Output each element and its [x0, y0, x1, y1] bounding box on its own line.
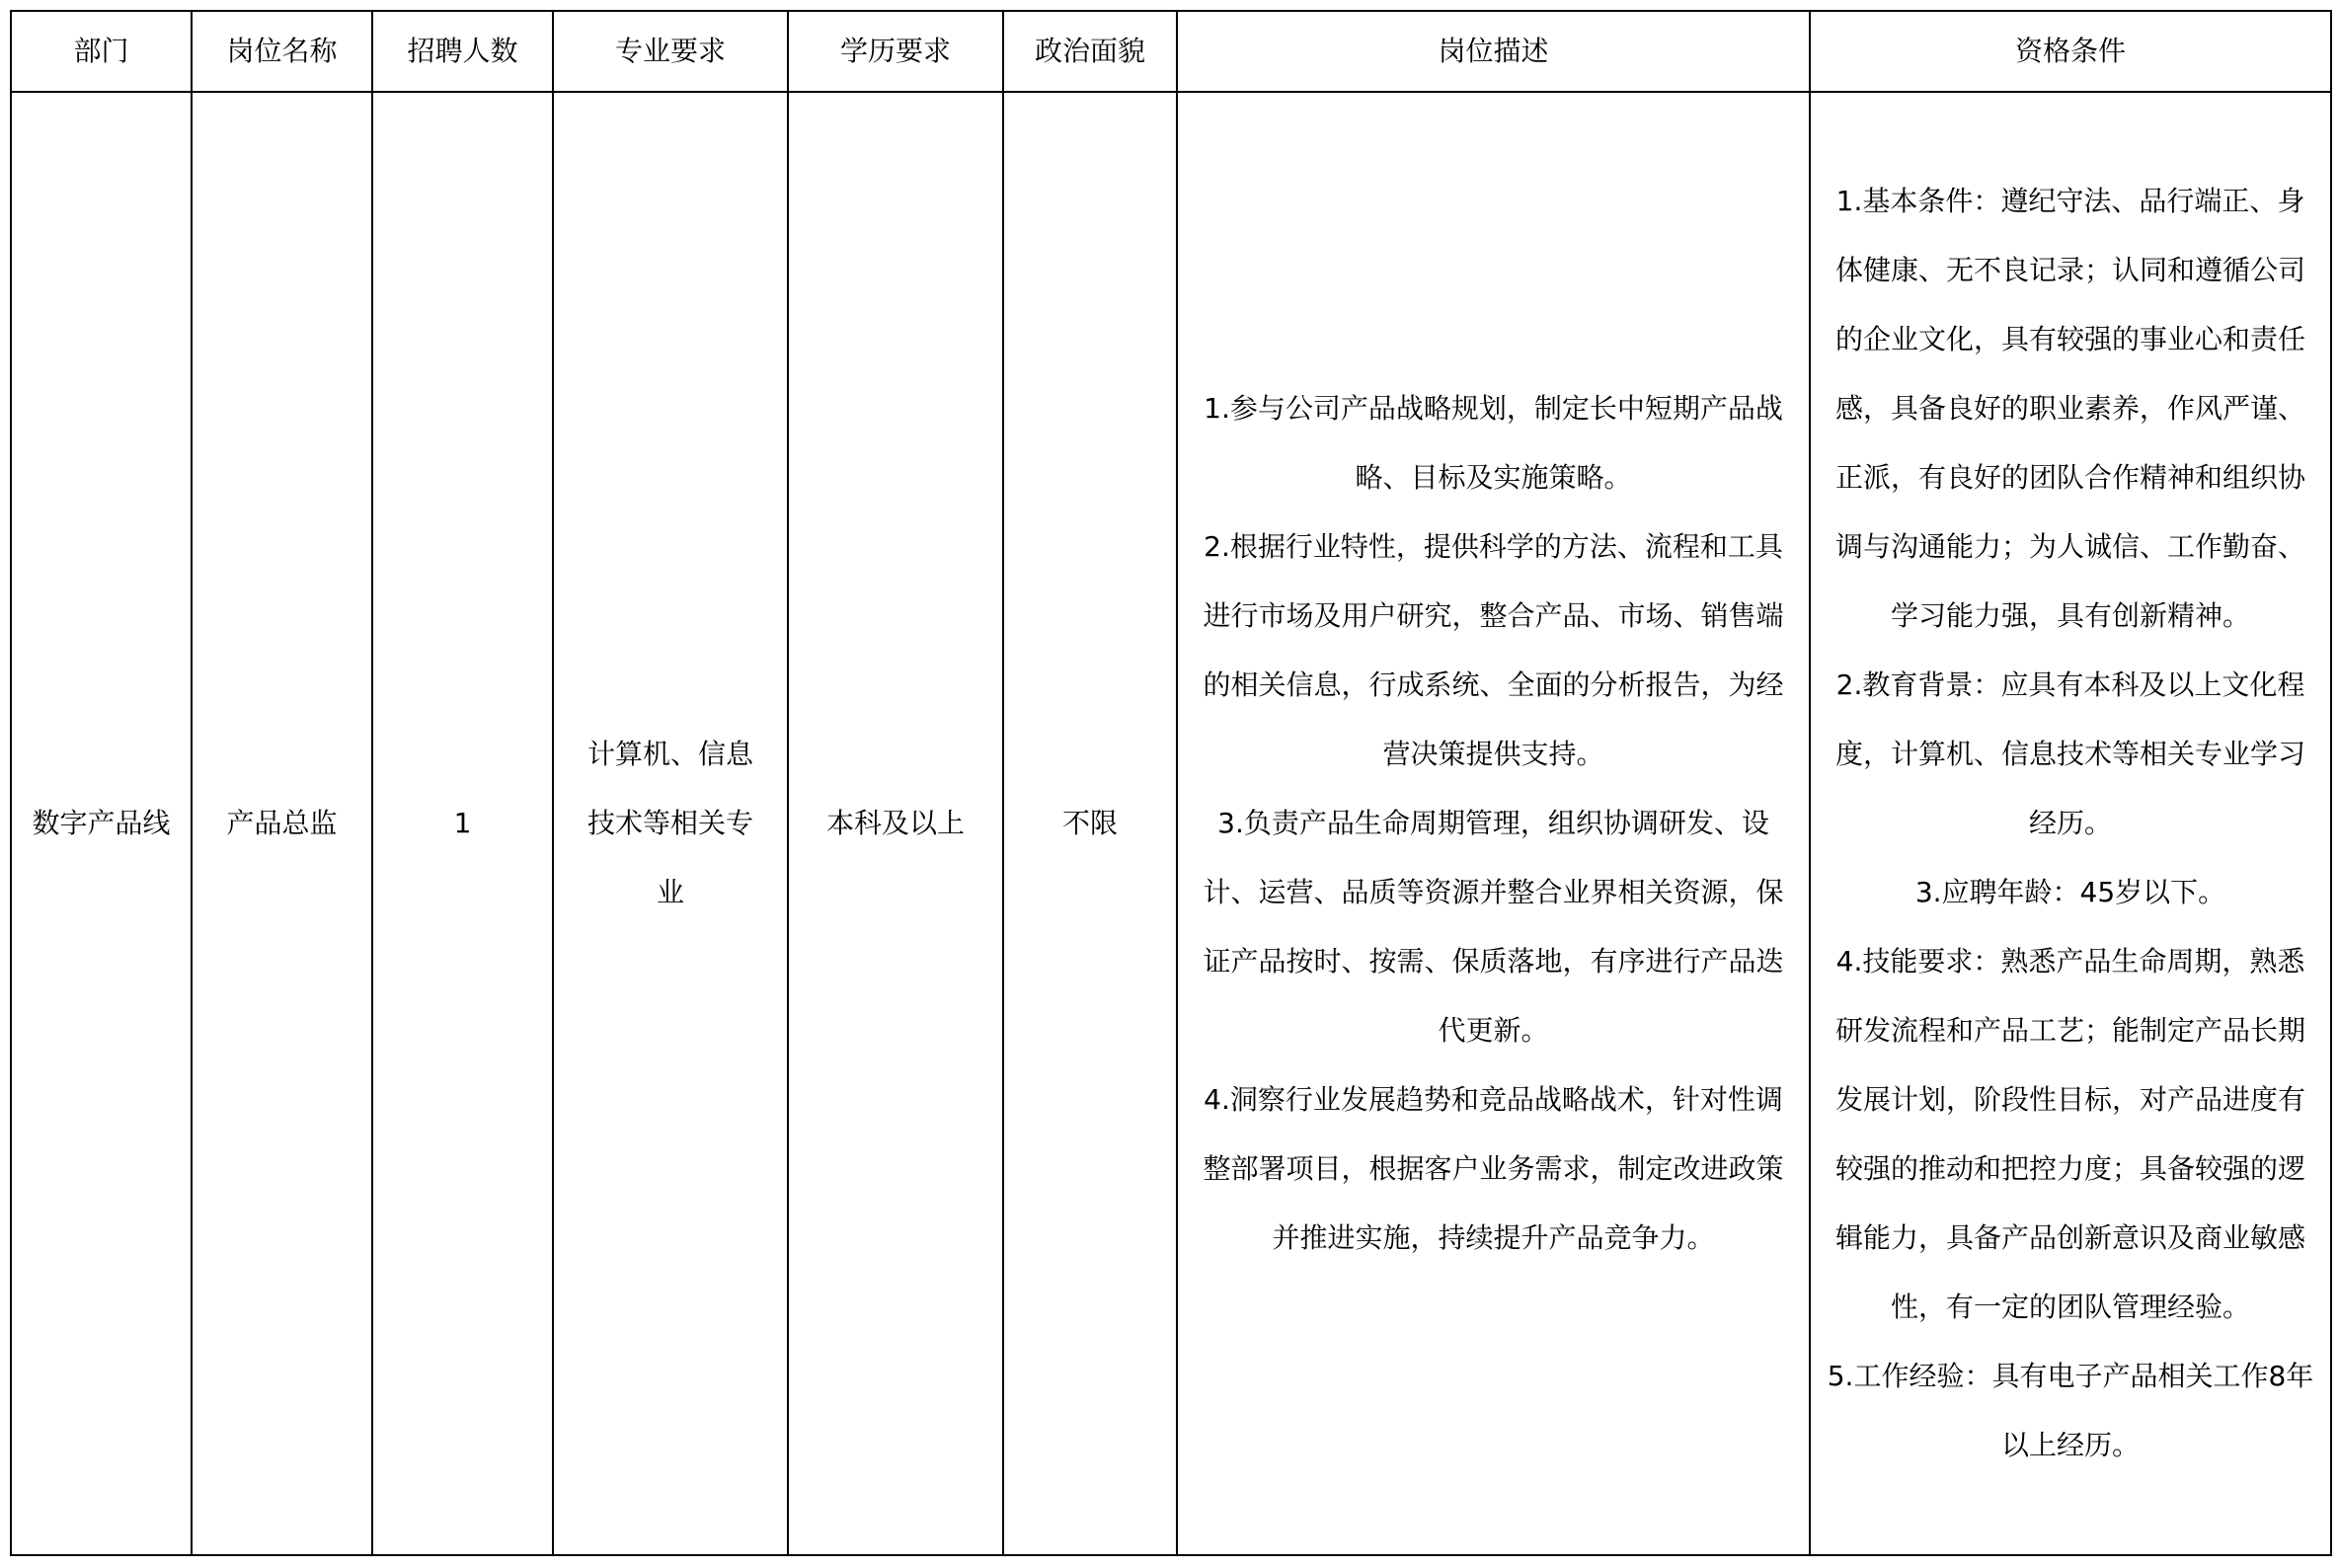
header-political: 政治面貌	[1003, 11, 1177, 92]
header-position: 岗位名称	[192, 11, 372, 92]
header-major: 专业要求	[553, 11, 788, 92]
table-row	[11, 92, 2331, 1555]
header-education: 学历要求	[788, 11, 1003, 92]
description-item: 4.洞察行业发展趋势和竞品战略战术，针对性调整部署项目，根据客户业务需求，制定改进政策并推进实施，持续提升产品竞争力。	[1203, 1083, 1784, 1254]
description-item: 1.参与公司产品战略规划，制定长中短期产品战略、目标及实施策略。	[1204, 392, 1783, 494]
cell-headcount: 1	[372, 92, 553, 1555]
qualification-item: 3.应聘年龄：45岁以下。	[1914, 876, 2226, 908]
cell-major: 计算机、信息技术等相关专业	[553, 92, 788, 1555]
header-row	[11, 11, 2331, 92]
header-qualification: 资格条件	[1810, 11, 2331, 92]
header-department: 部门	[11, 11, 192, 92]
recruitment-table	[10, 10, 2332, 1556]
cell-education: 本科及以上	[788, 92, 1003, 1555]
header-description: 岗位描述	[1177, 11, 1810, 92]
cell-political: 不限	[1003, 92, 1177, 1555]
qualification-item: 2.教育背景：应具有本科及以上文化程度，计算机、信息技术等相关专业学习经历。	[1834, 668, 2305, 839]
qualification-item: 1.基本条件：遵纪守法、品行端正、身体健康、无不良记录；认同和遵循公司的企业文化，具有较强的事业心和责任感，具备良好的职业素养，作风严谨、正派，有良好的团队合作精神和组织协调与沟通能力；为人诚信、工作勤奋、学习能力强，具有创新精神。	[1834, 185, 2305, 632]
cell-position: 产品总监	[192, 92, 372, 1555]
header-headcount: 招聘人数	[372, 11, 553, 92]
cell-description	[1177, 92, 1810, 1555]
description-item: 2.根据行业特性，提供科学的方法、流程和工具进行市场及用户研究，整合产品、市场、销售端的相关信息，行成系统、全面的分析报告，为经营决策提供支持。	[1203, 530, 1784, 770]
cell-department: 数字产品线	[11, 92, 192, 1555]
description-item: 3.负责产品生命周期管理，组织协调研发、设计、运营、品质等资源并整合业界相关资源，保证产品按时、按需、保质落地，有序进行产品迭代更新。	[1203, 807, 1784, 1047]
qualification-item: 4.技能要求：熟悉产品生命周期，熟悉研发流程和产品工艺；能制定产品长期发展计划，阶段性目标，对产品进度有较强的推动和把控力度；具备较强的逻辑能力，具备产品创新意识及商业敏感性，有一定的团队管理经验。	[1834, 945, 2305, 1323]
qualification-item: 5.工作经验：具有电子产品相关工作8年以上经历。	[1827, 1360, 2314, 1461]
cell-qualification	[1810, 92, 2331, 1555]
